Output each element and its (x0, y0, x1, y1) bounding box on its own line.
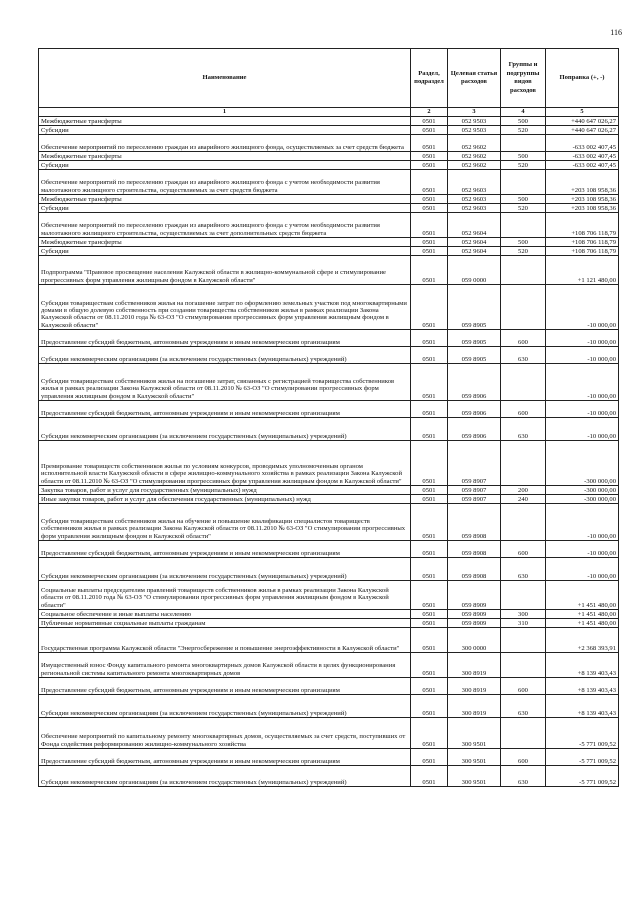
row-group-cell: 300 (501, 610, 546, 619)
row-target-cell: 300 8919 (448, 678, 501, 695)
row-target-cell: 059 8909 (448, 619, 501, 628)
table-row (39, 619, 619, 628)
row-group-cell: 630 (501, 695, 546, 718)
row-target-cell: 059 8909 (448, 610, 501, 619)
row-target-cell: 059 8906 (448, 418, 501, 441)
table-row (39, 256, 619, 285)
table-row (39, 695, 619, 718)
row-razdel-cell: 0501 (411, 285, 448, 330)
row-amount-cell: +2 368 393,91 (546, 628, 619, 653)
row-razdel-cell: 0501 (411, 749, 448, 766)
row-group-cell: 500 (501, 117, 546, 126)
table-row (39, 364, 619, 401)
row-amount-cell: +203 108 958,36 (546, 195, 619, 204)
row-razdel-cell: 0501 (411, 558, 448, 581)
row-razdel-cell: 0501 (411, 126, 448, 135)
row-razdel-cell: 0501 (411, 401, 448, 418)
table-row (39, 628, 619, 653)
row-name-cell: Субсидии некоммерческим организациям (за исключением государственных (муниципальных) учреждений) (39, 695, 411, 718)
row-group-cell: 600 (501, 678, 546, 695)
row-name-cell: Межбюджетные трансферты (39, 117, 411, 126)
row-amount-cell: +1 451 480,00 (546, 619, 619, 628)
row-group-cell: 520 (501, 161, 546, 170)
row-target-cell: 059 8907 (448, 441, 501, 486)
row-amount-cell: -5 771 009,52 (546, 749, 619, 766)
row-target-cell: 300 9501 (448, 718, 501, 749)
row-group-cell (501, 581, 546, 610)
row-amount-cell: -300 000,00 (546, 441, 619, 486)
row-razdel-cell: 0501 (411, 117, 448, 126)
row-amount-cell: -300 000,00 (546, 486, 619, 495)
row-group-cell (501, 170, 546, 195)
row-amount-cell: -10 000,00 (546, 330, 619, 347)
row-razdel-cell: 0501 (411, 152, 448, 161)
row-name-cell: Обеспечение мероприятий по переселению граждан из аварийного жилищного фонда с учетом необходимости развития малоэтажного жилищного строительства, осуществляемых за счет дополнительных средств бюджета (39, 213, 411, 238)
row-group-cell: 200 (501, 486, 546, 495)
row-target-cell: 059 8907 (448, 486, 501, 495)
row-amount-cell: -633 002 407,45 (546, 135, 619, 152)
row-razdel-cell: 0501 (411, 678, 448, 695)
row-name-cell: Субсидии (39, 161, 411, 170)
row-group-cell (501, 285, 546, 330)
row-amount-cell: -10 000,00 (546, 364, 619, 401)
row-group-cell (501, 653, 546, 678)
row-amount-cell: -633 002 407,45 (546, 152, 619, 161)
table-row (39, 213, 619, 238)
row-amount-cell: -10 000,00 (546, 347, 619, 364)
row-name-cell: Субсидии товариществам собственников жилья на погашение затрат по оформлению земельных участков под многоквартирными домами в общую долевую собственность при создании товарищества собственников жилья в рамках реализации Закона Калужской области от 08.11.2010 года № 63-ОЗ "О стимулировании прогрессивных форм управления жилищным фондом в Калужской области" (39, 285, 411, 330)
row-target-cell: 052 9603 (448, 170, 501, 195)
row-razdel-cell: 0501 (411, 628, 448, 653)
row-target-cell: 300 9501 (448, 749, 501, 766)
table-row (39, 117, 619, 126)
row-group-cell: 630 (501, 766, 546, 787)
row-amount-cell: -10 000,00 (546, 285, 619, 330)
row-group-cell: 500 (501, 195, 546, 204)
column-number: 1 (39, 108, 411, 117)
row-group-cell: 630 (501, 347, 546, 364)
row-name-cell: Субсидии (39, 204, 411, 213)
row-amount-cell: -10 000,00 (546, 504, 619, 541)
row-group-cell (501, 504, 546, 541)
row-amount-cell: -5 771 009,52 (546, 718, 619, 749)
row-razdel-cell: 0501 (411, 610, 448, 619)
table-row (39, 161, 619, 170)
row-razdel-cell: 0501 (411, 695, 448, 718)
row-amount-cell: +1 121 480,00 (546, 256, 619, 285)
table-row (39, 195, 619, 204)
column-number: 4 (501, 108, 546, 117)
row-name-cell: Предоставление субсидий бюджетным, автономным учреждениям и иным некоммерческим организациям (39, 330, 411, 347)
row-target-cell: 059 8907 (448, 495, 501, 504)
table-body (39, 117, 619, 787)
table-row (39, 247, 619, 256)
header-target: Целевая статья расходов (448, 49, 501, 108)
row-group-cell (501, 628, 546, 653)
row-group-cell: 600 (501, 401, 546, 418)
row-group-cell (501, 441, 546, 486)
table-row (39, 152, 619, 161)
row-target-cell: 059 8905 (448, 330, 501, 347)
row-group-cell: 630 (501, 418, 546, 441)
table-row (39, 285, 619, 330)
row-name-cell: Межбюджетные трансферты (39, 238, 411, 247)
table-row (39, 401, 619, 418)
row-target-cell: 052 9603 (448, 204, 501, 213)
table-row (39, 126, 619, 135)
budget-amendments-table (38, 48, 619, 787)
row-amount-cell: -10 000,00 (546, 558, 619, 581)
row-name-cell: Субсидии некоммерческим организациям (за исключением государственных (муниципальных) учреждений) (39, 766, 411, 787)
row-amount-cell: +440 647 026,27 (546, 117, 619, 126)
row-amount-cell: -10 000,00 (546, 418, 619, 441)
row-razdel-cell: 0501 (411, 718, 448, 749)
row-group-cell: 520 (501, 204, 546, 213)
row-target-cell: 059 8908 (448, 541, 501, 558)
row-name-cell: Предоставление субсидий бюджетным, автономным учреждениям и иным некоммерческим организациям (39, 749, 411, 766)
header-razdel: Раздел, подраздел (411, 49, 448, 108)
row-target-cell: 052 9503 (448, 117, 501, 126)
row-name-cell: Иные закупки товаров, работ и услуг для обеспечения государственных (муниципальных) нужд (39, 495, 411, 504)
row-target-cell: 052 9602 (448, 135, 501, 152)
row-group-cell: 600 (501, 541, 546, 558)
row-razdel-cell: 0501 (411, 441, 448, 486)
row-target-cell: 059 8906 (448, 401, 501, 418)
row-razdel-cell: 0501 (411, 504, 448, 541)
table-row (39, 135, 619, 152)
row-amount-cell: -10 000,00 (546, 541, 619, 558)
row-name-cell: Межбюджетные трансферты (39, 152, 411, 161)
row-razdel-cell: 0501 (411, 161, 448, 170)
row-group-cell (501, 364, 546, 401)
row-target-cell: 052 9604 (448, 238, 501, 247)
row-group-cell: 520 (501, 126, 546, 135)
row-amount-cell: +108 706 118,79 (546, 213, 619, 238)
row-name-cell: Обеспечение мероприятий по переселению граждан из аварийного жилищного фонда, осуществляемых за счет средств бюджета (39, 135, 411, 152)
row-amount-cell: +108 706 118,79 (546, 238, 619, 247)
row-group-cell (501, 213, 546, 238)
row-razdel-cell: 0501 (411, 364, 448, 401)
row-razdel-cell: 0501 (411, 204, 448, 213)
row-amount-cell: -10 000,00 (546, 401, 619, 418)
table-row (39, 718, 619, 749)
row-name-cell: Субсидии (39, 247, 411, 256)
row-razdel-cell: 0501 (411, 418, 448, 441)
row-name-cell: Государственная программа Калужской области "Энергосбережение и повышение энергоэффективности в Калужской области" (39, 628, 411, 653)
table-row (39, 238, 619, 247)
row-amount-cell: +203 108 958,36 (546, 204, 619, 213)
row-name-cell: Предоставление субсидий бюджетным, автономным учреждениям и иным некоммерческим организациям (39, 678, 411, 695)
row-name-cell: Подпрограмма "Правовое просвещение населения Калужской области в жилищно-коммунальной сфере и стимулирование прогрессивных форм управления жилищным фондом в Калужской области" (39, 256, 411, 285)
row-amount-cell: +8 139 403,43 (546, 678, 619, 695)
row-razdel-cell: 0501 (411, 135, 448, 152)
row-group-cell: 600 (501, 330, 546, 347)
column-number: 2 (411, 108, 448, 117)
row-name-cell: Обеспечение мероприятий по переселению граждан из аварийного жилищного фонда с учетом необходимости развития малоэтажного жилищного строительства, осуществляемых за счет средств бюджета (39, 170, 411, 195)
row-target-cell: 059 8905 (448, 347, 501, 364)
row-razdel-cell: 0501 (411, 256, 448, 285)
row-amount-cell: +8 139 403,43 (546, 695, 619, 718)
row-target-cell: 052 9503 (448, 126, 501, 135)
table-row (39, 610, 619, 619)
row-amount-cell: +8 139 403,43 (546, 653, 619, 678)
table-row (39, 495, 619, 504)
row-name-cell: Предоставление субсидий бюджетным, автономным учреждениям и иным некоммерческим организациям (39, 401, 411, 418)
page-number: 116 (610, 28, 622, 37)
row-name-cell: Субсидии некоммерческим организациям (за исключением государственных (муниципальных) учреждений) (39, 347, 411, 364)
row-razdel-cell: 0501 (411, 581, 448, 610)
row-group-cell (501, 256, 546, 285)
row-name-cell: Субсидии некоммерческим организациям (за исключением государственных (муниципальных) учреждений) (39, 418, 411, 441)
row-amount-cell: +203 108 958,36 (546, 170, 619, 195)
row-name-cell: Предоставление субсидий бюджетным, автономным учреждениям и иным некоммерческим организациям (39, 541, 411, 558)
row-razdel-cell: 0501 (411, 653, 448, 678)
row-target-cell: 300 9501 (448, 766, 501, 787)
row-target-cell: 052 9602 (448, 152, 501, 161)
row-name-cell: Социальное обеспечение и иные выплаты населению (39, 610, 411, 619)
row-amount-cell: -633 002 407,45 (546, 161, 619, 170)
row-razdel-cell: 0501 (411, 766, 448, 787)
row-razdel-cell: 0501 (411, 347, 448, 364)
row-razdel-cell: 0501 (411, 541, 448, 558)
table-row (39, 653, 619, 678)
row-target-cell: 300 0000 (448, 628, 501, 653)
row-name-cell: Субсидии (39, 126, 411, 135)
row-razdel-cell: 0501 (411, 195, 448, 204)
row-amount-cell: +1 451 480,00 (546, 610, 619, 619)
table-row (39, 204, 619, 213)
row-name-cell: Имущественный взнос Фонду капитального ремонта многоквартирных домов Калужской области в целях функционирования региональной системы капитального ремонта многоквартирных домов (39, 653, 411, 678)
row-target-cell: 300 8919 (448, 653, 501, 678)
table-row (39, 347, 619, 364)
table-row (39, 418, 619, 441)
row-target-cell: 059 8909 (448, 581, 501, 610)
row-razdel-cell: 0501 (411, 495, 448, 504)
row-amount-cell: +440 647 026,27 (546, 126, 619, 135)
row-target-cell: 059 8908 (448, 558, 501, 581)
table-row (39, 541, 619, 558)
row-group-cell: 630 (501, 558, 546, 581)
row-group-cell (501, 718, 546, 749)
table-row (39, 441, 619, 486)
row-razdel-cell: 0501 (411, 619, 448, 628)
row-amount-cell: -5 771 009,52 (546, 766, 619, 787)
row-name-cell: Публичные нормативные социальные выплаты гражданам (39, 619, 411, 628)
row-target-cell: 052 9602 (448, 161, 501, 170)
row-razdel-cell: 0501 (411, 247, 448, 256)
row-group-cell: 310 (501, 619, 546, 628)
table-row (39, 678, 619, 695)
row-target-cell: 052 9604 (448, 213, 501, 238)
header-amend: Поправка (+, -) (546, 49, 619, 108)
row-amount-cell: -300 000,00 (546, 495, 619, 504)
table-row (39, 504, 619, 541)
header-name: Наименование (39, 49, 411, 108)
column-number: 5 (546, 108, 619, 117)
row-razdel-cell: 0501 (411, 330, 448, 347)
row-name-cell: Субсидии товариществам собственников жилья на обучение и повышение квалификации специалистов товариществ собственников жилья в рамках реализации Закона Калужской области от 08.11.2010 № 63-ОЗ "О стимулировании прогрессивных форм управления жилищным фондом в Калужской области" (39, 504, 411, 541)
row-name-cell: Субсидии товариществам собственников жилья на погашение затрат, связанных с регистрацией товарищества собственников жилья в рамках реализации Закона Калужской области от 08.11.2010 № 63-ОЗ "О стимулировании прогрессивных форм управления жилищным фондом в Калужской области" (39, 364, 411, 401)
row-razdel-cell: 0501 (411, 213, 448, 238)
table-row (39, 486, 619, 495)
row-razdel-cell: 0501 (411, 170, 448, 195)
column-number: 3 (448, 108, 501, 117)
row-target-cell: 059 8905 (448, 285, 501, 330)
row-target-cell: 052 9603 (448, 195, 501, 204)
row-name-cell: Обеспечение мероприятий по капитальному ремонту многоквартирных домов, осуществляемых за счет средств, поступивших от Фонда содействия реформированию жилищно-коммунального хозяйства (39, 718, 411, 749)
row-group-cell: 240 (501, 495, 546, 504)
row-group-cell: 500 (501, 152, 546, 161)
row-target-cell: 059 8908 (448, 504, 501, 541)
table-row (39, 581, 619, 610)
table-row (39, 170, 619, 195)
table-row (39, 558, 619, 581)
row-name-cell: Межбюджетные трансферты (39, 195, 411, 204)
row-target-cell: 059 8906 (448, 364, 501, 401)
row-razdel-cell: 0501 (411, 486, 448, 495)
row-target-cell: 059 0000 (448, 256, 501, 285)
column-number-row (39, 108, 619, 117)
row-group-cell: 520 (501, 247, 546, 256)
row-name-cell: Субсидии некоммерческим организациям (за исключением государственных (муниципальных) учреждений) (39, 558, 411, 581)
table-row (39, 766, 619, 787)
header-groups: Группы и подгруппы видов расходов (501, 49, 546, 108)
row-name-cell: Закупка товаров, работ и услуг для государственных (муниципальных) нужд (39, 486, 411, 495)
row-amount-cell: +1 451 480,00 (546, 581, 619, 610)
row-amount-cell: +108 706 118,79 (546, 247, 619, 256)
table-header-row (39, 49, 619, 108)
row-name-cell: Социальные выплаты председателям правлений товариществ собственников жилья в рамках реализации Закона Калужской области от 08.11.2010 года № 63-ОЗ "О стимулировании прогрессивных форм управления жилищным фондом в Калужской области" (39, 581, 411, 610)
table-row (39, 749, 619, 766)
row-razdel-cell: 0501 (411, 238, 448, 247)
row-group-cell: 600 (501, 749, 546, 766)
row-group-cell (501, 135, 546, 152)
row-target-cell: 052 9604 (448, 247, 501, 256)
row-target-cell: 300 8919 (448, 695, 501, 718)
row-group-cell: 500 (501, 238, 546, 247)
row-name-cell: Премирование товариществ собственников жилья по условиям конкурсов, проводимых уполномоченным органом исполнительной власти Калужской области в сфере жилищно-коммунального хозяйства в рамках реализации Закона Калужской области от 08.11.2010 № 63-ОЗ "О стимулировании прогрессивных форм управления жилищным фондом в Калужской области" (39, 441, 411, 486)
table-row (39, 330, 619, 347)
